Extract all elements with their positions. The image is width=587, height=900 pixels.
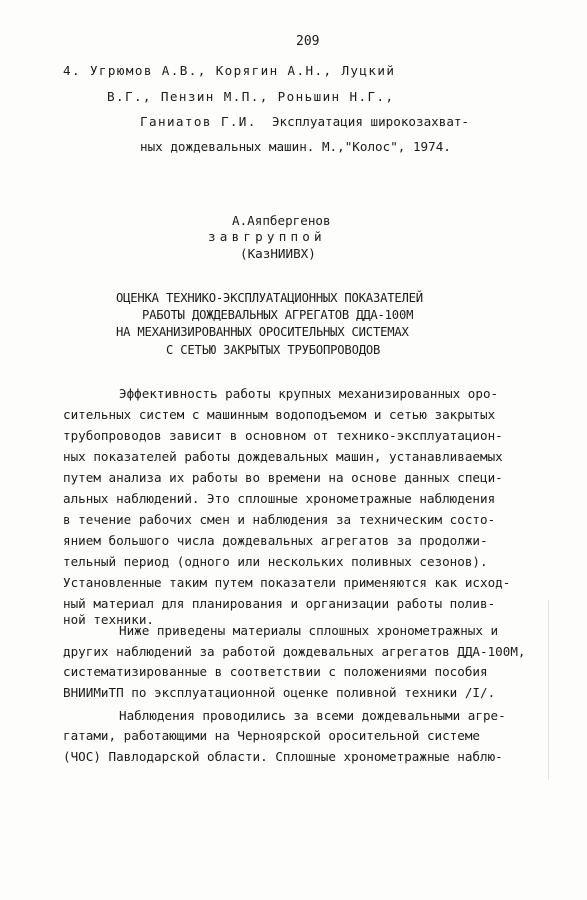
body-line: других наблюдений за работой дождевальных агрегатов ДДА-100М, [63, 644, 526, 659]
article-title-line-1: ОЦЕНКА ТЕХНИКО-ЭКСПЛУАТАЦИОННЫХ ПОКАЗАТЕЛЕЙ [116, 291, 423, 305]
body-line: Наблюдения проводились за всеми дождевальными агре- [119, 708, 506, 723]
body-line: ВНИИМиТП по эксплуатационной оценке поливной техники /I/. [63, 685, 496, 700]
body-line: Ниже приведены материалы сплошных хронометражных и [119, 623, 499, 638]
reference-line-2: В.Г., Пензин М.П., Роньшин Н.Г., [107, 89, 395, 104]
article-title-line-2: РАБОТЫ ДОЖДЕВАЛЬНЫХ АГРЕГАТОВ ДДА-100М [142, 308, 414, 322]
body-line: ных показателей работы дождевальных машин, устанавливаемых [63, 449, 503, 464]
body-line: гатами, работающими на Черноярской оросительной системе [63, 728, 481, 743]
reference-title: Эксплуатация широкозахват- [271, 114, 470, 129]
body-line: альных наблюдений. Это сплошные хронометражные наблюдения [63, 491, 496, 506]
reference-authors: Ганиатов Г.И. [140, 114, 257, 129]
body-line: ной техники. [63, 612, 154, 627]
reference-line-3 [140, 113, 469, 131]
scan-edge-mark [548, 600, 549, 780]
body-line: трубопроводов зависит в основном от технико-эксплуатацион- [63, 428, 503, 443]
body-line: янием большого числа дождевальных агрегатов за продолжи- [63, 533, 488, 548]
body-line: путем анализа их работы во времени на основе данных специ- [63, 470, 503, 485]
body-line: систематизированные в соответствии с положениями пособия [63, 664, 488, 679]
body-line: сительных систем с машинным водоподъемом и сетью закрытых [63, 407, 496, 422]
article-title-line-4: С СЕТЬЮ ЗАКРЫТЫХ ТРУБОПРОВОДОВ [166, 343, 381, 357]
author-institute: (КазНИИВХ) [240, 246, 316, 261]
reference-line-1: 4. Угрюмов А.В., Корягин А.Н., Луцкий [63, 63, 396, 78]
author-name: А.Аяпбергенов [232, 213, 331, 228]
body-line: тельный период (одного или нескольких поливных сезонов). [63, 554, 488, 569]
body-line: в течение рабочих смен и наблюдения за техническим состо- [63, 512, 496, 527]
page-number: 209 [296, 34, 320, 49]
author-position: завгруппой [208, 229, 326, 244]
article-title-line-3: НА МЕХАНИЗИРОВАННЫХ ОРОСИТЕЛЬНЫХ СИСТЕМАХ [116, 325, 409, 339]
body-line: Установленные таким путем показатели применяются как исход- [63, 575, 511, 590]
body-line: Эффективность работы крупных механизированных оро- [119, 386, 499, 401]
body-line: (ЧОС) Павлодарской области. Сплошные хронометражные наблю- [63, 749, 503, 764]
reference-line-4: ных дождевальных машин. М.,"Колос", 1974. [140, 139, 451, 154]
body-line: ный материал для планирования и организации работы полив- [63, 596, 496, 611]
